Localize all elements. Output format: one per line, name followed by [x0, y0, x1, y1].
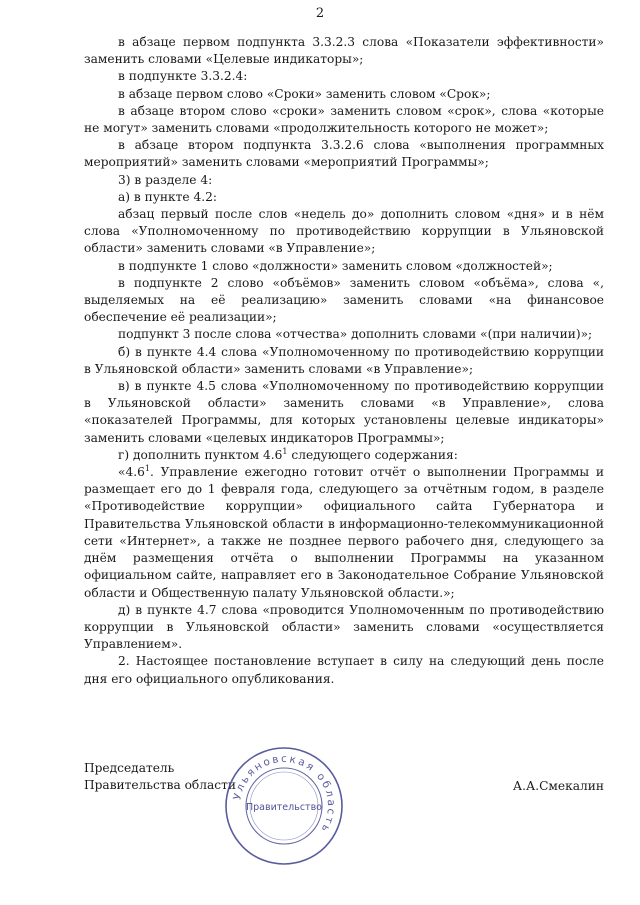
- superscript: 1: [144, 464, 150, 474]
- paragraph-item-2: 2. Настоящее постановление вступает в силу на следующий день после дня его официального опубликования.: [84, 654, 604, 686]
- paragraph: в абзаце первом слово «Сроки» заменить словом «Срок»;: [118, 86, 491, 101]
- seal-center-text: Правительство: [246, 802, 322, 813]
- signatory-name: А.А.Смекалин: [512, 779, 604, 793]
- seal-icon: [222, 744, 346, 868]
- paragraph: в абзаце втором слово «сроки» заменить словом «срок», слова «которые не могут» заменить словами «продолжительность которого не может»;: [84, 103, 604, 136]
- paragraph: в абзаце втором подпункта 3.3.2.6 слова «выполнения программных мероприятий» заменить словами «мероприятий Программы»;: [84, 138, 604, 170]
- seal-ring-text: Ульяновская область: [231, 752, 338, 836]
- paragraph: 3) в разделе 4:: [118, 172, 213, 187]
- superscript: 1: [282, 446, 288, 456]
- paragraph: в) в пункте 4.5 слова «Уполномоченному по противодействию коррупции в Ульяновской области» заменить словами «в Управление», слова «показателей Программы, для которых установлены целевые индикаторы» заменить словами «целевых индикаторов Программы»;: [84, 379, 604, 445]
- paragraph-item-d: д) в пункте 4.7 слова «проводится Уполномоченным по противодействию коррупции в Ульяновской области» заменить словами «осуществляется Управлением».: [84, 602, 604, 652]
- paragraph: подпункт 3 после слова «отчества» дополнить словами «(при наличии)»;: [118, 327, 593, 342]
- paragraph: в подпункте 2 слово «объёмов» заменить словом «объёма», слова «, выделяемых на её реализацию» заменить словами «на финансовое обеспечение её реализации»;: [84, 275, 604, 325]
- paragraph-item-4-6-1: [84, 464, 604, 602]
- signatory-title-line2: Правительства области: [84, 778, 236, 792]
- paragraph: а) в пункте 4.2:: [118, 189, 217, 204]
- paragraph: в абзаце первом подпункта 3.3.2.3 слова «Показатели эффективности» заменить словами «Целевые индикаторы»;: [84, 35, 604, 67]
- paragraph: в подпункте 1 слово «должности» заменить словом «должностей»;: [118, 258, 553, 273]
- signatory-title-line1: Председатель: [84, 761, 175, 775]
- svg-text:Ульяновская область: [231, 753, 337, 836]
- item-4-6-1-text: «4.6: [118, 465, 145, 480]
- document-body: [84, 34, 604, 688]
- item-g-text: г) дополнить пунктом 4.6: [118, 447, 283, 462]
- paragraph: абзац первый после слов «недель до» дополнить словом «дня» и в нём слова «Уполномоченному по противодействию коррупции в Ульяновской области» заменить словами «в Управление»;: [84, 207, 604, 256]
- paragraph: б) в пункте 4.4 слова «Уполномоченному по противодействию коррупции в Ульяновской области» заменить словами «в Управление»;: [84, 344, 604, 376]
- paragraph: в подпункте 3.3.2.4:: [118, 69, 248, 84]
- item-4-6-1-text-tail: . Управление ежегодно готовит отчёт о выполнении Программы и размещает его до 1 февраля года, следующего за отчётным годом, в разделе «Противодействие коррупции» официального сайта Губернатора и Правительства Ульяновской области в информационно-телекоммуникационной сети «Интернет», а также не позднее первого рабочего дня, следующего за днём размещения отчёта о выполнении Программы на указанном официальном сайте, направляет его в Законодательное Собрание Ульяновской области и Общественную палату Ульяновской области.»;: [84, 465, 604, 600]
- page-number: 2: [315, 6, 325, 21]
- item-g-text-tail: следующего содержания:: [287, 447, 458, 462]
- paragraph-item-g: [84, 447, 604, 464]
- official-seal: [222, 744, 346, 868]
